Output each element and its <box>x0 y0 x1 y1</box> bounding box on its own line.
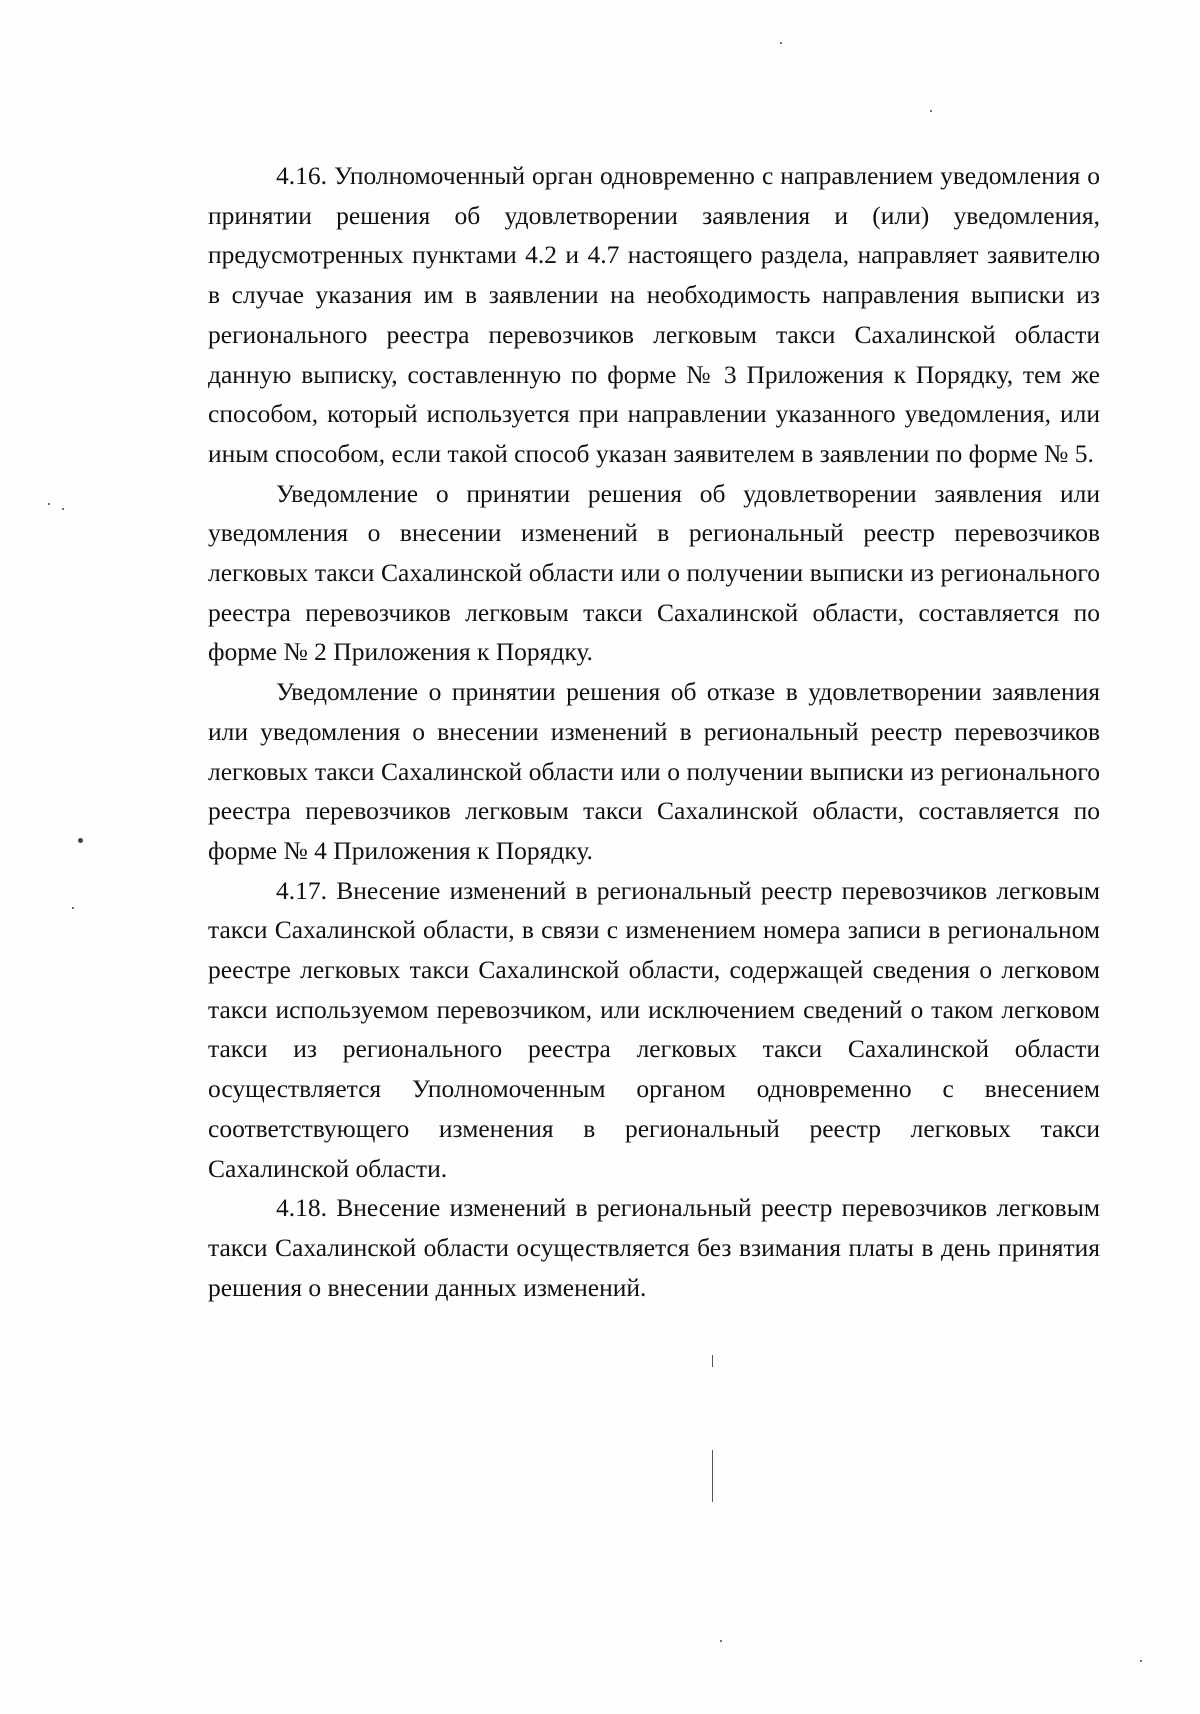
scan-speck <box>930 110 932 112</box>
paragraph-4-18: 4.18. Внесение изменений в региональный реестр перевозчиков легковым такси Сахалинской области осуществляется без взимания платы в день принятия решения о внесении данных изменений. <box>208 1193 1100 1302</box>
paragraph-4-16: 4.16. Уполномоченный орган одновременно с направлением уведомления о принятии решения об удовлетворении заявления и (или) уведомления, предусмотренных пунктами 4.2 и 4.7 настоящего раздела, направляет заявителю в случае указания им в заявлении на необходимость направления выписки из регионального реестра перевозчиков легковым такси Сахалинской области данную выписку, составленную по форме № 3 Приложения к Порядку, тем же способом, который используется при направлении указанного уведомления, или иным способом, если такой способ указан заявителем в заявлении по форме № 5. <box>208 161 1100 468</box>
scan-speck <box>62 508 64 510</box>
scan-streak <box>712 1355 713 1367</box>
paragraph-notice-approval: Уведомление о принятии решения об удовлетворении заявления или уведомления о внесении изменений в региональный реестр перевозчиков легковых такси Сахалинской области или о получении выписки из регионального реестра перевозчиков легковым такси Сахалинской области, составляется по форме № 2 Приложения к Порядку. <box>208 478 1100 667</box>
scan-speck <box>720 1640 722 1642</box>
scan-speck <box>72 907 74 909</box>
paragraph-4-17: 4.17. Внесение изменений в региональный реестр перевозчиков легковым такси Сахалинской области, в связи с изменением номера записи в региональном реестре легковых такси Сахалинской области, содержащей сведения о легковом такси используемом перевозчиком, или исключением сведений о таком легковом такси из регионального реестра легковых такси Сахалинской области осуществляется Уполномоченным органом одновременно с внесением соответствующего изменения в региональный реестр легковых такси Сахалинской области. <box>208 875 1100 1183</box>
paragraph-notice-refusal: Уведомление о принятии решения об отказе в удовлетворении заявления или уведомления о внесении изменений в региональный реестр перевозчиков легковых такси Сахалинской области или о получении выписки из регионального реестра перевозчиков легковым такси Сахалинской области, составляется по форме № 4 Приложения к Порядку. <box>208 677 1100 865</box>
scan-speck <box>78 838 83 843</box>
scan-streak <box>712 1450 713 1502</box>
scan-speck <box>780 42 782 44</box>
scan-speck <box>1140 1660 1142 1662</box>
scan-speck <box>48 503 50 505</box>
document-body <box>208 156 1100 1307</box>
